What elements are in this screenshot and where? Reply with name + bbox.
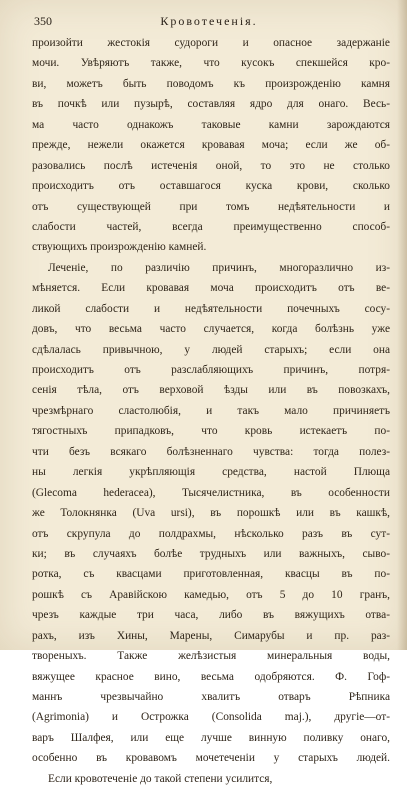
text-line: прежде, нежели окажется кровавая моча; если же об- bbox=[32, 139, 390, 152]
text-line: чрезъ каждые три часа, либо въ вяжущихъ отва- bbox=[32, 609, 390, 622]
text-line: рахъ, изъ Хины, Марены, Симарубы и пр. раз- bbox=[32, 629, 390, 642]
text-line: Леченіе, по различію причинъ, многоразлично из- bbox=[48, 261, 390, 274]
text-line: же Толокнянка (Uva ursi), въ порошкѣ или въ кашкѣ, bbox=[32, 507, 390, 520]
text-line: (Glecoma hederacea), Тысячелистника, въ особенности bbox=[32, 486, 390, 499]
text-line: Если кровотеченіе до такой степени усилится, bbox=[48, 772, 273, 785]
text-line: отъ скрупула до полдрахмы, нѣсколько разъ въ сут- bbox=[32, 527, 390, 540]
text-line: ны легкія укрѣпляющія средства, настой Плюща bbox=[32, 466, 390, 479]
text-line: маннъ чрезвычайно хвалитъ отваръ Рѣпника bbox=[32, 691, 390, 703]
text-line: чрезмѣрнаго сластолюбія, и такъ мало причиняетъ bbox=[32, 404, 390, 417]
text-line: чти безъ всякаго болѣзненнаго чувства: тогда полез- bbox=[32, 445, 390, 458]
text-line: сенія тѣла, отъ верховой ѣзды или въ повозкахъ, bbox=[32, 384, 390, 397]
text-line: происходитъ отъ разслабляющихъ причинъ, потря- bbox=[32, 364, 390, 376]
text-line: довъ, что весьма часто случается, когда болѣзнь уже bbox=[32, 323, 390, 336]
text-line: вяжущее красное вино, весьма одобряются. Ф. Гоф- bbox=[32, 670, 390, 683]
text-line: произойти жестокія судороги и опасное задержаніе bbox=[32, 37, 390, 49]
text-line: ликой слабости и недѣятельности почечныхъ сосу- bbox=[32, 302, 390, 315]
page-number: 350 bbox=[34, 14, 52, 28]
text-line: мѣняется. Если кровавая моча происходитъ отъ ве- bbox=[32, 282, 390, 295]
page-edge-shadow bbox=[397, 0, 407, 650]
page-header bbox=[34, 14, 384, 32]
text-line: разовались послѣ истеченія оной, то это не столько bbox=[32, 159, 390, 172]
running-head: Кровотеченія. bbox=[160, 14, 258, 28]
text-line: сдѣлалась привычною, у людей старыхъ; если она bbox=[32, 343, 390, 356]
text-line: происходитъ отъ оставшагося куска крови, сколько bbox=[32, 180, 390, 193]
text-line: въ почкѣ или пузырѣ, составляя ядро для онаго. Весь- bbox=[32, 98, 390, 111]
text-line: рошкѣ съ Аравійскою камедью, отъ 5 до 10 гранъ, bbox=[32, 588, 390, 601]
text-line: особенно въ кровавомъ мочетеченіи у старыхъ людей. bbox=[32, 752, 390, 765]
text-line: тягостныхъ припадковъ, что кровь истекаетъ по- bbox=[32, 425, 390, 438]
body-text bbox=[32, 33, 390, 789]
text-line: слабости частей, всегда преимущественно способ- bbox=[32, 220, 390, 233]
text-line: ви, можетъ быть поводомъ къ произрожденію камня bbox=[32, 77, 390, 90]
text-line: ствующихъ произрожденію камней. bbox=[32, 241, 207, 254]
text-line: (Agrimonia) и Острожка (Consolida maj.), другіе—от- bbox=[32, 711, 390, 724]
text-line: мочи. Увѣряютъ также, что кусокъ спекшейся кро- bbox=[32, 57, 390, 70]
text-line: твореныхъ. Также желѣзистыя минеральныя воды, bbox=[32, 650, 390, 663]
text-line: отъ существующей при томъ недѣятельности и bbox=[32, 200, 390, 213]
text-line: варъ Шалфея, или еще лучше винную поливку онаго, bbox=[32, 731, 390, 744]
text-line: ма часто однакожъ таковые камни зарождаются bbox=[32, 118, 390, 131]
text-line: ки; въ случаяхъ болѣе трудныхъ или важныхъ, сыво- bbox=[32, 547, 390, 560]
text-line: ротка, съ квасцами приготовленная, квасцы въ по- bbox=[32, 568, 390, 581]
